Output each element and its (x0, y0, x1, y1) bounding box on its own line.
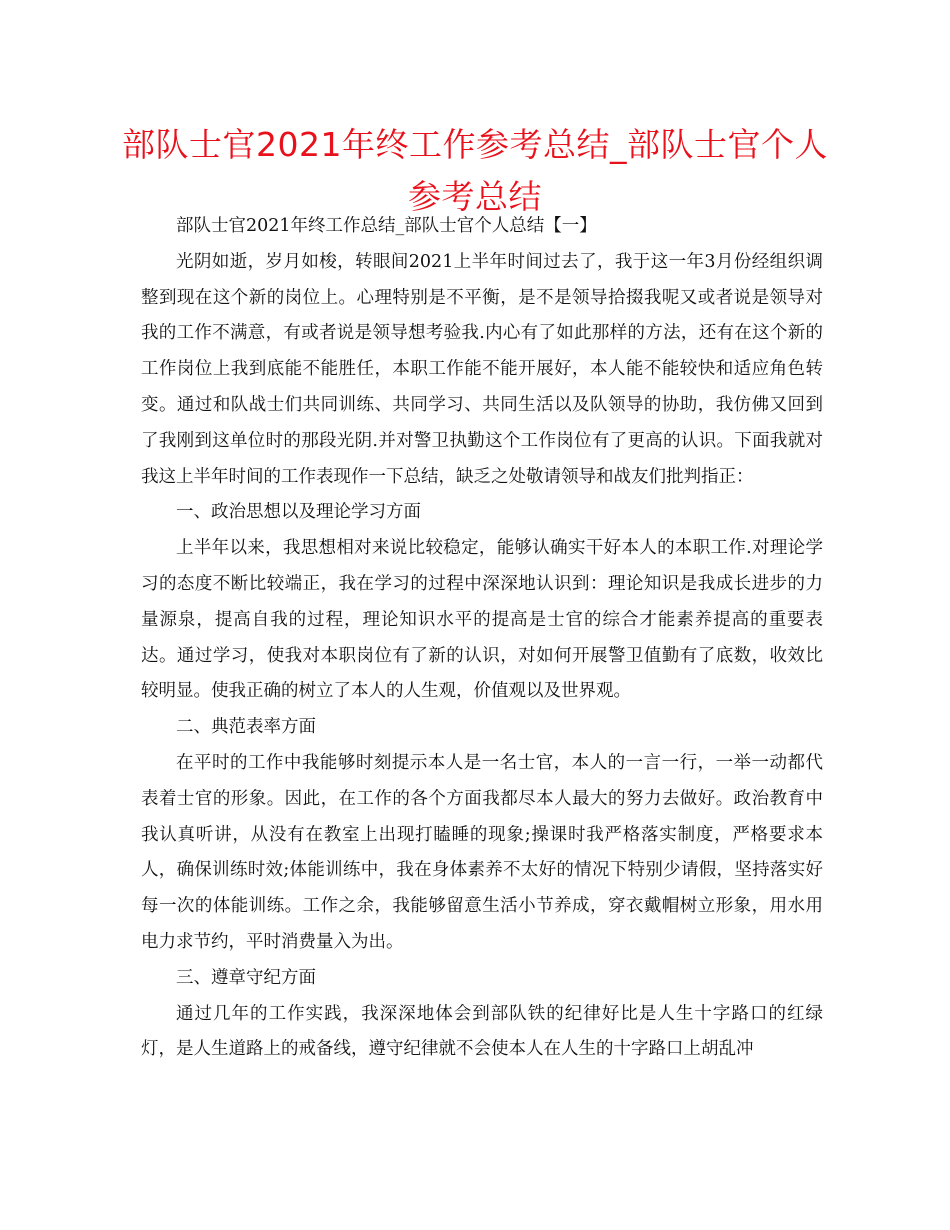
paragraph-discipline: 通过几年的工作实践，我深深地体会到部队铁的纪律好比是人生十字路口的红绿灯，是人生道路上的戒备线，遵守纪律就不会使本人在人生的十字路口上胡乱冲 (141, 1003, 823, 1060)
paragraph-example: 在平时的工作中我能够时刻提示本人是一名士官，本人的一言一行，一举一动都代表着士官的形象。因此，在工作的各个方面我都尽本人最大的努力去做好。政治教育中我认真听讲，从没有在教室上出现打瞌睡的现象;操课时我严格落实制度，严格要求本人，确保训练时效;体能训练中，我在身体素养不太好的情况下特别少请假，坚持落实好每一次的体能训练。工作之余，我能够留意生活小节养成，穿衣戴帽树立形象，用水用电力求节约，平时消费量入为出。 (141, 752, 823, 952)
section-heading-politics: 一、政治思想以及理论学习方面 (176, 502, 421, 523)
title-line-2: 参考总结 (408, 177, 542, 216)
section-heading-discipline: 三、遵章守纪方面 (176, 967, 316, 988)
paragraph-politics: 上半年以来，我思想相对来说比较稳定，能够认确实干好本人的本职工作.对理论学习的态度不断比较端正，我在学习的过程中深深地认识到：理论知识是我成长进步的力量源泉，提高自我的过程，理论知识水平的提高是士官的综合才能素养提高的重要表达。通过学习，使我对本职岗位有了新的认识，对如何开展警卫值勤有了底数，收效比较明显。使我正确的树立了本人的人生观，价值观以及世界观。 (141, 538, 823, 702)
paragraph-intro: 光阴如逝，岁月如梭，转眼间2021上半年时间过去了，我于这一年3月份经组织调整到现在这个新的岗位上。心理特别是不平衡，是不是领导拾掇我呢又或者说是领导对我的工作不满意，有或者说是领导想考验我.内心有了如此那样的方法，还有在这个新的工作岗位上我到底能不能胜任，本职工作能不能开展好，本人能不能较快和适应角色转变。通过和队战士们共同训练、共同学习、共同生活以及队领导的协助，我仿佛又回到了我刚到这单位时的那段光阴.并对警卫执勤这个工作岗位有了更高的认识。下面我就对我这上半年时间的工作表现作一下总结，缺乏之处敬请领导和战友们批判指正： (141, 251, 823, 487)
document-body (141, 209, 823, 1068)
document-title (120, 119, 830, 223)
title-line-1: 部队士官2021年终工作参考总结_部队士官个人 (122, 125, 828, 164)
section-heading-main: 部队士官2021年终工作总结_部队士官个人总结【一】 (176, 216, 597, 236)
section-heading-example: 二、典范表率方面 (176, 717, 316, 738)
